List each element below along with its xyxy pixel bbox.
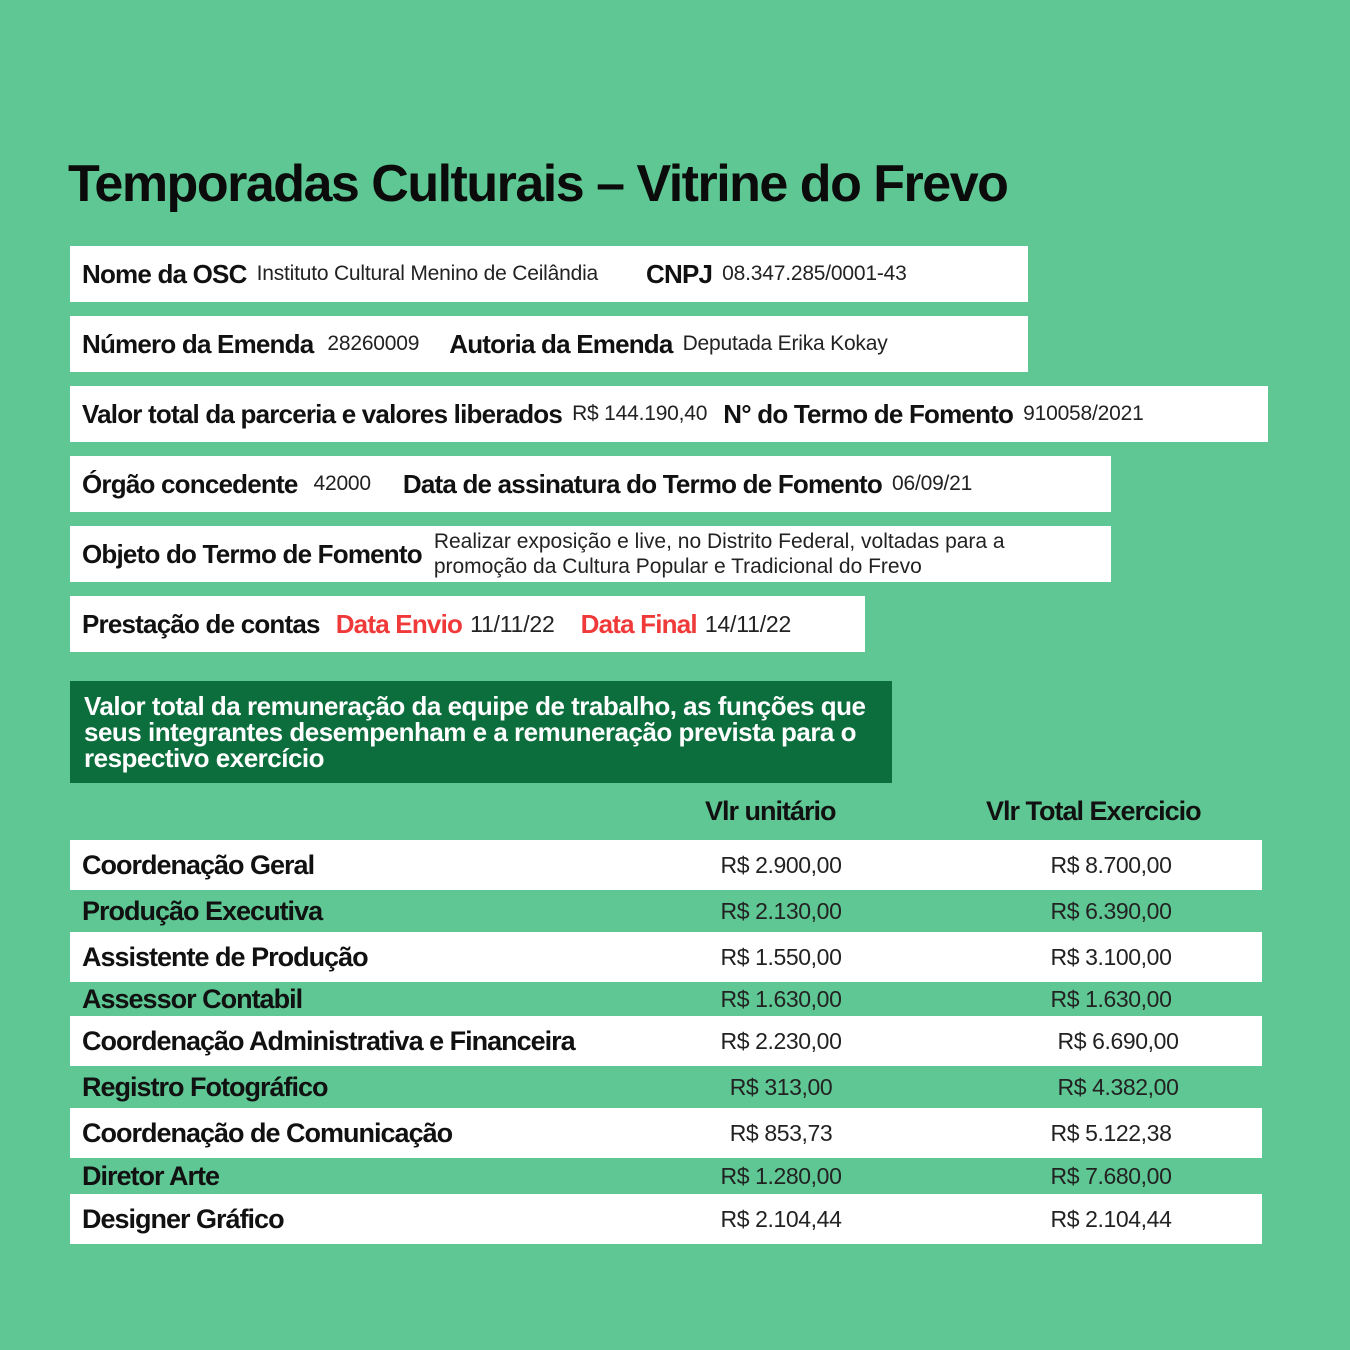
row-unit-value: R$ 2.230,00 xyxy=(720,1027,842,1054)
row-function: Assessor Contabil xyxy=(82,983,303,1014)
orgao-label: Órgão concedente xyxy=(82,468,298,499)
emenda-label: Número da Emenda xyxy=(82,328,314,359)
objeto-value: Realizar exposição e live, no Distrito Federal, voltadas para a promoção da Cultura Popular e Tradicional do Frevo xyxy=(433,530,1005,578)
termo-label: N° do Termo de Fomento xyxy=(723,398,1014,429)
row-function: Designer Gráfico xyxy=(82,1203,284,1234)
row-unit-value: R$ 1.630,00 xyxy=(720,985,842,1012)
data-assinatura-label: Data de assinatura do Termo de Fomento xyxy=(402,468,882,499)
row-function: Registro Fotográfico xyxy=(82,1071,328,1102)
table-row xyxy=(70,1016,1262,1066)
info-box-prestacao xyxy=(70,596,865,652)
remuneration-banner: Valor total da remuneração da equipe de trabalho, as funções que seus integrantes desempenham e a remuneração prevista para o respectivo exercício xyxy=(70,681,892,783)
row-unit-value: R$ 853,73 xyxy=(729,1119,833,1146)
row-total-value: R$ 4.382,00 xyxy=(1057,1073,1179,1100)
valor-label: Valor total da parceria e valores liberados xyxy=(82,398,563,429)
table-row xyxy=(70,932,1262,982)
termo-value: 910058/2021 xyxy=(1023,402,1144,425)
data-envio-label: Data Envio xyxy=(335,608,463,639)
prestacao-label: Prestação de contas xyxy=(82,608,320,639)
info-box-orgao xyxy=(70,456,1111,512)
objeto-label: Objeto do Termo de Fomento xyxy=(82,538,422,569)
row-total-value: R$ 7.680,00 xyxy=(1050,1162,1172,1189)
column-header-total: Vlr Total Exercicio xyxy=(986,796,1201,826)
table-row xyxy=(70,1066,1262,1108)
row-function: Coordenação Geral xyxy=(82,849,315,880)
osc-label: Nome da OSC xyxy=(82,258,247,289)
column-header-unit: Vlr unitário xyxy=(705,796,836,826)
info-box-emenda xyxy=(70,316,1028,372)
data-final-value: 14/11/22 xyxy=(704,610,792,637)
cnpj-label: CNPJ xyxy=(646,258,713,289)
data-envio-value: 11/11/22 xyxy=(470,610,555,637)
data-assinatura-value: 06/09/21 xyxy=(892,472,973,495)
emenda-value: 28260009 xyxy=(327,332,420,355)
row-total-value: R$ 2.104,44 xyxy=(1050,1205,1172,1232)
row-unit-value: R$ 1.550,00 xyxy=(720,943,842,970)
page-title: Temporadas Culturais – Vitrine do Frevo xyxy=(68,155,1008,213)
table-row xyxy=(70,1158,1262,1194)
table-row xyxy=(70,1108,1262,1158)
orgao-value: 42000 xyxy=(313,472,371,495)
row-function: Coordenação de Comunicação xyxy=(82,1117,453,1148)
row-total-value: R$ 6.390,00 xyxy=(1050,897,1172,924)
row-unit-value: R$ 2.900,00 xyxy=(720,851,842,878)
table-row xyxy=(70,840,1262,890)
autoria-label: Autoria da Emenda xyxy=(449,328,673,359)
table-row xyxy=(70,982,1262,1016)
row-total-value: R$ 5.122,38 xyxy=(1050,1119,1172,1146)
cnpj-value: 08.347.285/0001-43 xyxy=(722,262,907,285)
row-function: Coordenação Administrativa e Financeira xyxy=(82,1025,575,1056)
osc-value: Instituto Cultural Menino de Ceilândia xyxy=(256,262,599,285)
info-box-objeto xyxy=(70,526,1111,582)
table-row xyxy=(70,890,1262,932)
row-total-value: R$ 3.100,00 xyxy=(1050,943,1172,970)
row-total-value: R$ 1.630,00 xyxy=(1050,985,1172,1012)
row-unit-value: R$ 2.130,00 xyxy=(720,897,842,924)
row-unit-value: R$ 313,00 xyxy=(729,1073,833,1100)
row-function: Assistente de Produção xyxy=(82,941,368,972)
row-unit-value: R$ 2.104,44 xyxy=(720,1205,842,1232)
info-box-osc xyxy=(70,246,1028,302)
row-function: Diretor Arte xyxy=(82,1160,220,1191)
autoria-value: Deputada Erika Kokay xyxy=(682,332,888,355)
valor-value: R$ 144.190,40 xyxy=(572,402,708,425)
row-unit-value: R$ 1.280,00 xyxy=(720,1162,842,1189)
info-box-valor xyxy=(70,386,1268,442)
data-final-label: Data Final xyxy=(580,608,697,639)
row-total-value: R$ 8.700,00 xyxy=(1050,851,1172,878)
row-total-value: R$ 6.690,00 xyxy=(1057,1027,1179,1054)
row-function: Produção Executiva xyxy=(82,895,323,926)
table-row xyxy=(70,1194,1262,1244)
